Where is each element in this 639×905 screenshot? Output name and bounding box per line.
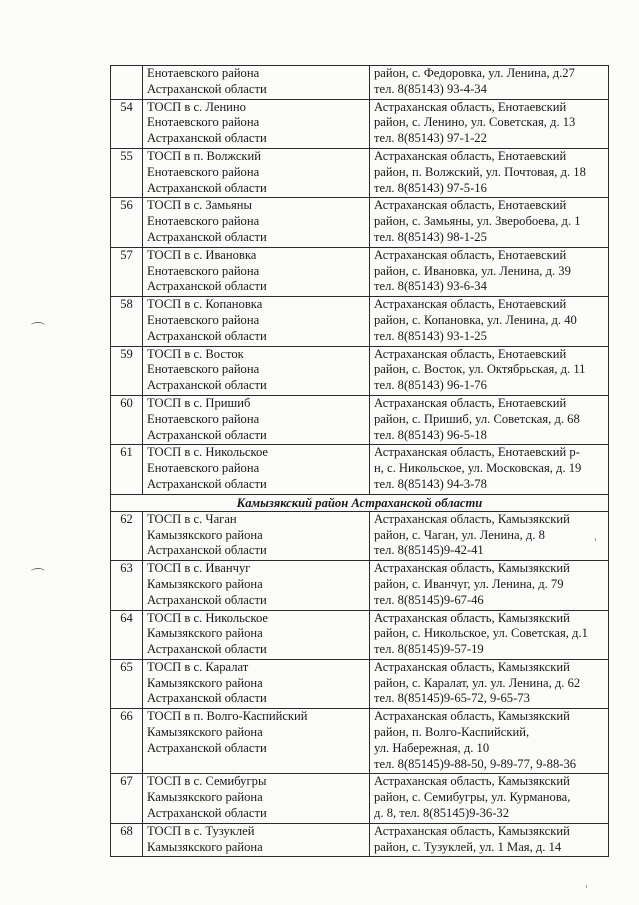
table-row bbox=[111, 148, 609, 197]
office-address-line: н, с. Никольское, ул. Московская, д. 19 bbox=[374, 461, 582, 476]
office-name-line: Астраханской области bbox=[147, 131, 267, 146]
row-number: 65 bbox=[111, 659, 143, 708]
office-name-line: Камызякского района bbox=[147, 725, 263, 740]
office-name-cell bbox=[143, 511, 370, 560]
office-name-line: Камызякского района bbox=[147, 626, 263, 641]
office-name-line: Астраханской области bbox=[147, 740, 267, 755]
office-address-line: Астраханская область, Енотаевский bbox=[374, 297, 567, 312]
office-name-cell bbox=[143, 247, 370, 296]
office-address-line: Астраханская область, Камызякский bbox=[374, 774, 570, 789]
office-name-cell bbox=[143, 297, 370, 346]
office-address-line: Астраханская область, Енотаевский bbox=[374, 247, 567, 262]
table-row bbox=[111, 99, 609, 148]
office-address-cell bbox=[370, 247, 609, 296]
office-address-cell bbox=[370, 709, 609, 774]
office-name-line: ТОСП в с. Чаган bbox=[147, 511, 237, 526]
office-address-line: район, с. Федоровка, ул. Ленина, д.27 bbox=[374, 66, 575, 80]
office-address-cell bbox=[370, 297, 609, 346]
office-address-cell bbox=[370, 445, 609, 494]
office-name-line: Енотаевского района bbox=[147, 411, 260, 426]
office-name-line: Астраханской области bbox=[147, 180, 267, 195]
office-address-cell bbox=[370, 99, 609, 148]
table-row bbox=[111, 395, 609, 444]
office-name-line: Астраханской области bbox=[147, 543, 267, 558]
office-name-line: Астраханской области bbox=[147, 81, 267, 96]
office-address-line: тел. 8(85143) 96-5-18 bbox=[374, 427, 487, 442]
office-address-line: Астраханская область, Енотаевский bbox=[374, 346, 567, 361]
office-address-cell bbox=[370, 823, 609, 857]
office-name-cell bbox=[143, 198, 370, 247]
office-name-cell bbox=[143, 346, 370, 395]
office-name-cell bbox=[143, 445, 370, 494]
office-name-line: Енотаевского района bbox=[147, 214, 260, 229]
office-name-line: ТОСП в с. Ленино bbox=[147, 99, 246, 114]
office-address-cell bbox=[370, 511, 609, 560]
office-name-line: Астраханской области bbox=[147, 476, 267, 491]
office-name-line: ТОСП в п. Волго-Каспийский bbox=[147, 709, 308, 724]
row-number: 61 bbox=[111, 445, 143, 494]
office-name-line: ТОСП в с. Семибугры bbox=[147, 774, 267, 789]
row-number: 68 bbox=[111, 823, 143, 857]
office-address-cell bbox=[370, 198, 609, 247]
table-row bbox=[111, 346, 609, 395]
table-row bbox=[111, 511, 609, 560]
row-number: 62 bbox=[111, 511, 143, 560]
office-name-line: Камызякского района bbox=[147, 790, 263, 805]
office-name-line: Астраханской области bbox=[147, 378, 267, 393]
office-name-line: ТОСП в с. Восток bbox=[147, 346, 244, 361]
office-address-line: тел. 8(85145)9-57-19 bbox=[374, 642, 484, 657]
office-address-line: тел. 8(85145)9-67-46 bbox=[374, 592, 484, 607]
office-address-line: тел. 8(85143) 94-3-78 bbox=[374, 476, 487, 491]
table-row bbox=[111, 198, 609, 247]
table-row bbox=[111, 610, 609, 659]
office-address-line: район, с. Каралат, ул. ул. Ленина, д. 62 bbox=[374, 675, 581, 690]
margin-mark-lower bbox=[31, 568, 45, 575]
office-address-line: район, с. Ивановка, ул. Ленина, д. 39 bbox=[374, 263, 571, 278]
row-number: 59 bbox=[111, 346, 143, 395]
office-address-line: район, с. Копановка, ул. Ленина, д. 40 bbox=[374, 312, 577, 327]
office-name-cell bbox=[143, 561, 370, 610]
scan-speck bbox=[586, 885, 587, 888]
office-name-line: Астраханской области bbox=[147, 806, 267, 821]
table-body-astrakhan-enotaevsk bbox=[111, 66, 609, 495]
table-row bbox=[111, 297, 609, 346]
office-address-line: тел. 8(85143) 93-4-34 bbox=[374, 81, 487, 96]
office-name-line: ТОСП в с. Никольское bbox=[147, 445, 268, 460]
row-number: 67 bbox=[111, 774, 143, 823]
office-address-line: Астраханская область, Камызякский bbox=[374, 511, 570, 526]
office-name-line: Астраханской области bbox=[147, 279, 267, 294]
office-address-line: ул. Набережная, д. 10 bbox=[374, 740, 490, 755]
office-address-cell bbox=[370, 346, 609, 395]
office-address-line: Астраханская область, Камызякский bbox=[374, 610, 570, 625]
office-name-line: Астраханской области bbox=[147, 691, 267, 706]
margin-mark-upper bbox=[31, 322, 45, 329]
office-name-line: Енотаевского района bbox=[147, 164, 260, 179]
row-number: 63 bbox=[111, 561, 143, 610]
office-address-line: Астраханская область, Енотаевский bbox=[374, 148, 567, 163]
office-name-line: Енотаевского района bbox=[147, 362, 260, 377]
office-address-line: тел. 8(85143) 97-5-16 bbox=[374, 180, 487, 195]
table-row bbox=[111, 823, 609, 857]
office-address-cell bbox=[370, 659, 609, 708]
office-name-cell bbox=[143, 709, 370, 774]
row-number: 57 bbox=[111, 247, 143, 296]
office-name-line: Енотаевского района bbox=[147, 263, 260, 278]
row-number: 64 bbox=[111, 610, 143, 659]
office-address-line: район, с. Замьяны, ул. Зверобоева, д. 1 bbox=[374, 214, 581, 229]
office-name-line: Астраханской области bbox=[147, 642, 267, 657]
table-body-kamyzyak bbox=[111, 511, 609, 857]
office-address-line: Астраханская область, Енотаевский bbox=[374, 99, 567, 114]
office-address-line: тел. 8(85143) 97-1-22 bbox=[374, 131, 487, 146]
office-name-line: ТОСП в с. Тузуклей bbox=[147, 823, 255, 838]
office-address-cell bbox=[370, 66, 609, 100]
table-row bbox=[111, 66, 609, 100]
office-name-line: Енотаевского района bbox=[147, 66, 260, 80]
office-address-line: тел. 8(85143) 93-1-25 bbox=[374, 328, 487, 343]
table-row bbox=[111, 659, 609, 708]
office-name-line: ТОСП в с. Каралат bbox=[147, 659, 249, 674]
office-name-cell bbox=[143, 823, 370, 857]
office-name-line: ТОСП в с. Пришиб bbox=[147, 395, 251, 410]
row-number: 56 bbox=[111, 198, 143, 247]
table-row bbox=[111, 445, 609, 494]
office-address-line: Астраханская область, Камызякский bbox=[374, 659, 570, 674]
office-name-line: Енотаевского района bbox=[147, 461, 260, 476]
row-number: 66 bbox=[111, 709, 143, 774]
office-name-cell bbox=[143, 99, 370, 148]
office-address-cell bbox=[370, 774, 609, 823]
office-name-line: Астраханской области bbox=[147, 229, 267, 244]
row-number: 55 bbox=[111, 148, 143, 197]
office-name-cell bbox=[143, 395, 370, 444]
row-number: 60 bbox=[111, 395, 143, 444]
office-address-line: тел. 8(85145)9-65-72, 9-65-73 bbox=[374, 691, 530, 706]
office-address-line: район, с. Тузуклей, ул. 1 Мая, д. 14 bbox=[374, 839, 562, 854]
section-heading: Камызякский район Астраханской области bbox=[111, 494, 609, 511]
table-row bbox=[111, 247, 609, 296]
office-name-line: Астраханской области bbox=[147, 427, 267, 442]
office-address-line: тел. 8(85145)9-42-41 bbox=[374, 543, 484, 558]
row-number: 54 bbox=[111, 99, 143, 148]
office-name-cell bbox=[143, 774, 370, 823]
office-address-line: район, п. Волжский, ул. Почтовая, д. 18 bbox=[374, 164, 586, 179]
office-address-line: район, с. Ленино, ул. Советская, д. 13 bbox=[374, 115, 576, 130]
office-address-line: район, с. Чаган, ул. Ленина, д. 8 bbox=[374, 527, 545, 542]
office-name-line: Камызякского района bbox=[147, 839, 263, 854]
office-address-line: тел. 8(85143) 96-1-76 bbox=[374, 378, 487, 393]
office-name-line: ТОСП в п. Волжский bbox=[147, 148, 262, 163]
offices-table bbox=[110, 65, 609, 857]
office-address-line: район, с. Семибугры, ул. Курманова, bbox=[374, 790, 571, 805]
office-name-line: ТОСП в с. Копановка bbox=[147, 297, 263, 312]
office-address-cell bbox=[370, 610, 609, 659]
office-address-line: тел. 8(85143) 93-6-34 bbox=[374, 279, 487, 294]
office-address-line: Астраханская область, Камызякский bbox=[374, 823, 570, 838]
row-number: 58 bbox=[111, 297, 143, 346]
office-address-cell bbox=[370, 395, 609, 444]
office-address-line: район, п. Волго-Каспийский, bbox=[374, 725, 530, 740]
office-name-line: ТОСП в с. Замьяны bbox=[147, 198, 253, 213]
office-name-cell bbox=[143, 148, 370, 197]
office-name-line: Енотаевского района bbox=[147, 312, 260, 327]
table-row bbox=[111, 774, 609, 823]
table-row bbox=[111, 709, 609, 774]
office-name-line: Камызякского района bbox=[147, 527, 263, 542]
office-name-line: ТОСП в с. Никольское bbox=[147, 610, 268, 625]
office-address-line: д. 8, тел. 8(85145)9-36-32 bbox=[374, 806, 510, 821]
office-address-line: Астраханская область, Енотаевский bbox=[374, 198, 567, 213]
office-address-line: район, с. Пришиб, ул. Советская, д. 68 bbox=[374, 411, 580, 426]
office-name-line: Камызякского района bbox=[147, 675, 263, 690]
office-address-cell bbox=[370, 561, 609, 610]
section-heading-row bbox=[111, 494, 609, 511]
office-address-line: район, с. Иванчуг, ул. Ленина, д. 79 bbox=[374, 576, 564, 591]
office-address-line: Астраханская область, Енотаевский bbox=[374, 395, 567, 410]
office-address-line: тел. 8(85145)9-88-50, 9-89-77, 9-88-36 bbox=[374, 756, 577, 771]
office-name-cell bbox=[143, 659, 370, 708]
office-address-line: Астраханская область, Камызякский bbox=[374, 709, 570, 724]
office-address-line: тел. 8(85143) 98-1-25 bbox=[374, 229, 487, 244]
row-number bbox=[111, 66, 143, 100]
office-name-line: Енотаевского района bbox=[147, 115, 260, 130]
office-address-line: район, с. Восток, ул. Октябрьская, д. 11 bbox=[374, 362, 586, 377]
office-name-line: Астраханской области bbox=[147, 328, 267, 343]
office-address-line: Астраханская область, Енотаевский р- bbox=[374, 445, 580, 460]
office-name-line: ТОСП в с. Ивановка bbox=[147, 247, 257, 262]
office-name-cell bbox=[143, 66, 370, 100]
office-address-cell bbox=[370, 148, 609, 197]
office-address-line: Астраханская область, Камызякский bbox=[374, 561, 570, 576]
table-row bbox=[111, 561, 609, 610]
office-address-line: район, с. Никольское, ул. Советская, д.1 bbox=[374, 626, 588, 641]
office-name-cell bbox=[143, 610, 370, 659]
office-name-line: Астраханской области bbox=[147, 592, 267, 607]
office-name-line: ТОСП в с. Иванчуг bbox=[147, 561, 251, 576]
office-name-line: Камызякского района bbox=[147, 576, 263, 591]
